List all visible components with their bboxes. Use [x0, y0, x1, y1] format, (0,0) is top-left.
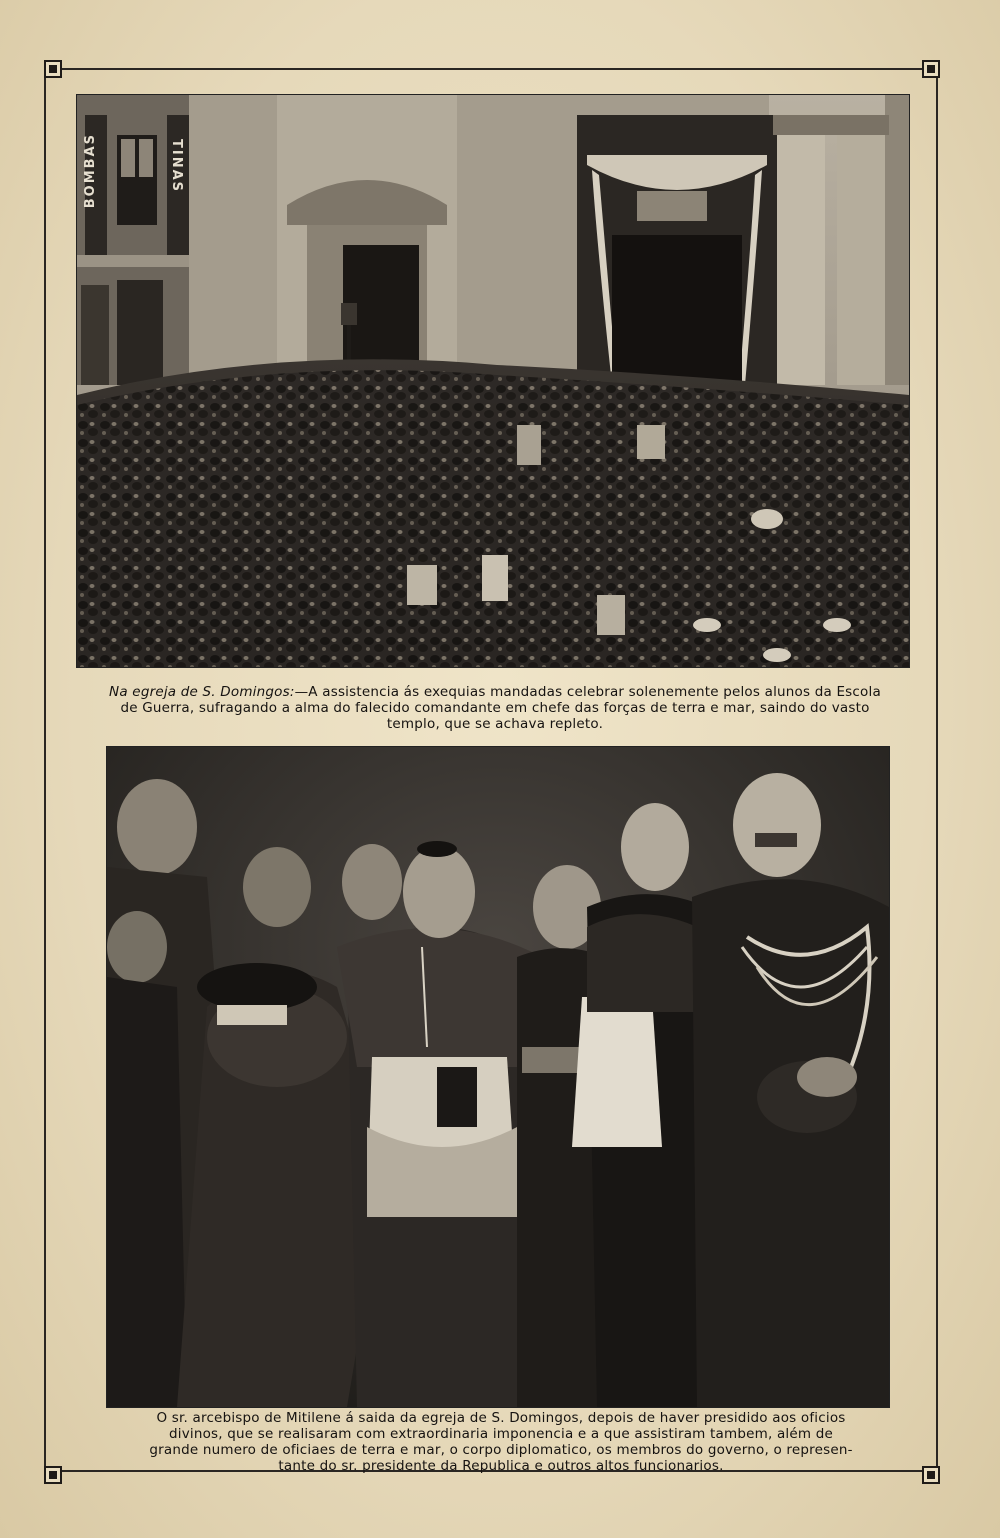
caption-line: de Guerra, sufragando a alma do falecido comandante em chefe das forças de terra e mar, saindo do vasto: [120, 700, 870, 716]
top-photo-caption: [80, 684, 910, 732]
corner-ornament-top-left: [44, 60, 62, 78]
bottom-photo-caption: [96, 1410, 906, 1474]
caption-line: tante do sr. presidente da Republica e outros altos funcionarios.: [278, 1458, 724, 1474]
corner-ornament-bottom-right: [922, 1466, 940, 1484]
caption-line: —A assistencia ás exequias mandadas celebrar solenemente pelos alunos da Escola: [294, 684, 881, 700]
corner-ornament-bottom-left: [44, 1466, 62, 1484]
corner-ornament-top-right: [922, 60, 940, 78]
caption-line: grande numero de oficiaes de terra e mar, o corpo diplomatico, os membros do governo, o represen-: [149, 1442, 853, 1458]
caption-line: templo, que se achava repleto.: [386, 716, 604, 732]
caption-lead: Na egreja de S. Domingos:: [109, 684, 295, 700]
shop-sign-right: TINAS: [169, 139, 184, 194]
shop-sign-left: BOMBAS: [83, 133, 98, 209]
photo-archbishop-group: [106, 746, 890, 1408]
caption-line: divinos, que se realisaram com extraordinaria imponencia e a que assistiram tambem, além de: [168, 1426, 833, 1442]
photo-church-crowd: [76, 94, 910, 668]
caption-line: O sr. arcebispo de Mitilene á saida da egreja de S. Domingos, depois de haver presidido aos oficios: [156, 1410, 846, 1426]
